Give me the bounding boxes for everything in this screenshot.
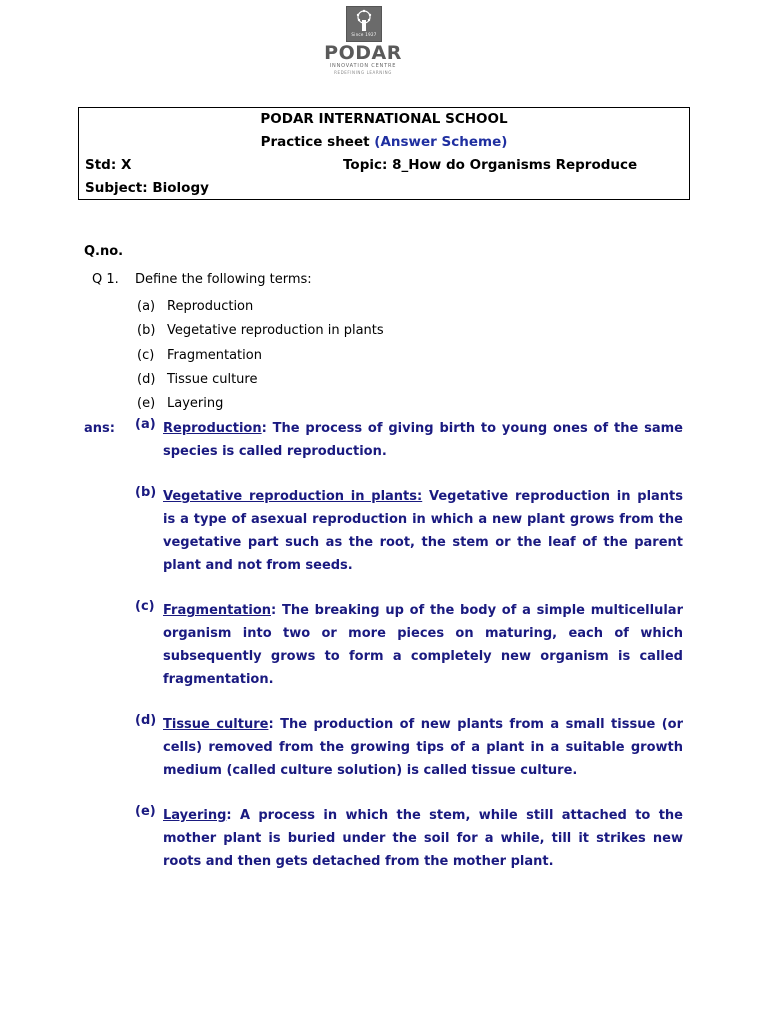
item-text: Vegetative reproduction in plants: [167, 323, 384, 338]
logo-subtitle: INNOVATION CENTRE: [329, 63, 397, 69]
answer-text: The process of giving birth to young ones of the same species is called reproduction.: [163, 421, 683, 459]
answer-sep: :: [268, 717, 274, 732]
logo-wordmark: PODAR: [324, 42, 402, 64]
podar-logo: [315, 6, 411, 78]
practice-sheet-title: [79, 134, 689, 150]
answer-e: [135, 804, 683, 873]
subject-line: [85, 180, 209, 196]
logo-tagline: REDEFINING LEARNING: [334, 70, 392, 75]
item-letter: (a): [137, 299, 156, 314]
answer-term: Tissue culture: [163, 717, 269, 732]
answer-text: The production of new plants from a small tissue (or cells) removed from the growing tips of a plant in a suitable growth medium (called culture solution) is called tissue culture.: [163, 717, 683, 778]
answer-term: Fragmentation: [163, 603, 271, 618]
answer-letter: (a): [135, 417, 156, 432]
tree-logo-icon: [346, 6, 382, 42]
practice-prefix: Practice sheet: [260, 134, 375, 150]
question-number: Q 1.: [92, 272, 119, 287]
answer-paragraph: [163, 713, 683, 782]
answer-b: [135, 485, 683, 577]
answer-letter: (d): [135, 713, 157, 728]
answer-term: Reproduction: [163, 421, 262, 436]
answer-letter: (c): [135, 599, 155, 614]
answer-paragraph: [163, 804, 683, 873]
topic-label: Topic: 8_How do Organisms Reproduce: [343, 157, 638, 173]
answer-letter: (e): [135, 804, 156, 819]
item-text: Fragmentation: [167, 348, 262, 363]
school-name: PODAR INTERNATIONAL SCHOOL: [260, 111, 508, 127]
answer-c: [135, 599, 683, 691]
item-text: Layering: [167, 396, 224, 411]
question-1: [92, 272, 312, 287]
answer-text: A process in which the stem, while still attached to the mother plant is buried under the soil for a while, till it strikes new roots and then gets detached from the mother plant.: [163, 808, 683, 869]
item-letter: (b): [137, 323, 156, 338]
answer-letter: (b): [135, 485, 157, 500]
answer-a: [135, 417, 683, 463]
std-label: Std: X: [85, 157, 132, 173]
answer-text: Vegetative reproduction in plants is a type of asexual reproduction in which a new plant grows from the vegetative part such as the root, the stem or the leaf of the parent plant and not from seeds.: [163, 489, 684, 573]
answer-paragraph: [163, 485, 683, 577]
ans-label: ans:: [84, 421, 115, 436]
answer-scheme-label: (Answer Scheme): [374, 134, 508, 150]
answer-text: The breaking up of the body of a simple multicellular organism into two or more pieces on maturing, each of which subsequently grows to form a completely new organism is called fragmentation.: [163, 603, 683, 687]
answer-paragraph: [163, 599, 683, 691]
answer-term: Vegetative reproduction in plants:: [163, 489, 423, 504]
item-text: Tissue culture: [167, 372, 258, 387]
answer-term: Layering: [163, 808, 227, 823]
item-letter: (d): [137, 372, 156, 387]
answer-sep: :: [226, 808, 232, 823]
answer-d: [135, 713, 683, 782]
item-text: Reproduction: [167, 299, 254, 314]
header-box: [78, 107, 690, 200]
item-letter: (e): [137, 396, 156, 411]
answer-sep: :: [261, 421, 267, 436]
subject-value: : Biology: [142, 180, 209, 196]
answer-sep: :: [271, 603, 277, 618]
logo-since: Since 1927: [351, 32, 377, 37]
answer-paragraph: [163, 417, 683, 463]
item-letter: (c): [137, 348, 155, 363]
question-text: Define the following terms:: [135, 272, 312, 287]
subject-label: Subject: [85, 180, 143, 196]
qno-heading: Q.no.: [84, 244, 124, 259]
